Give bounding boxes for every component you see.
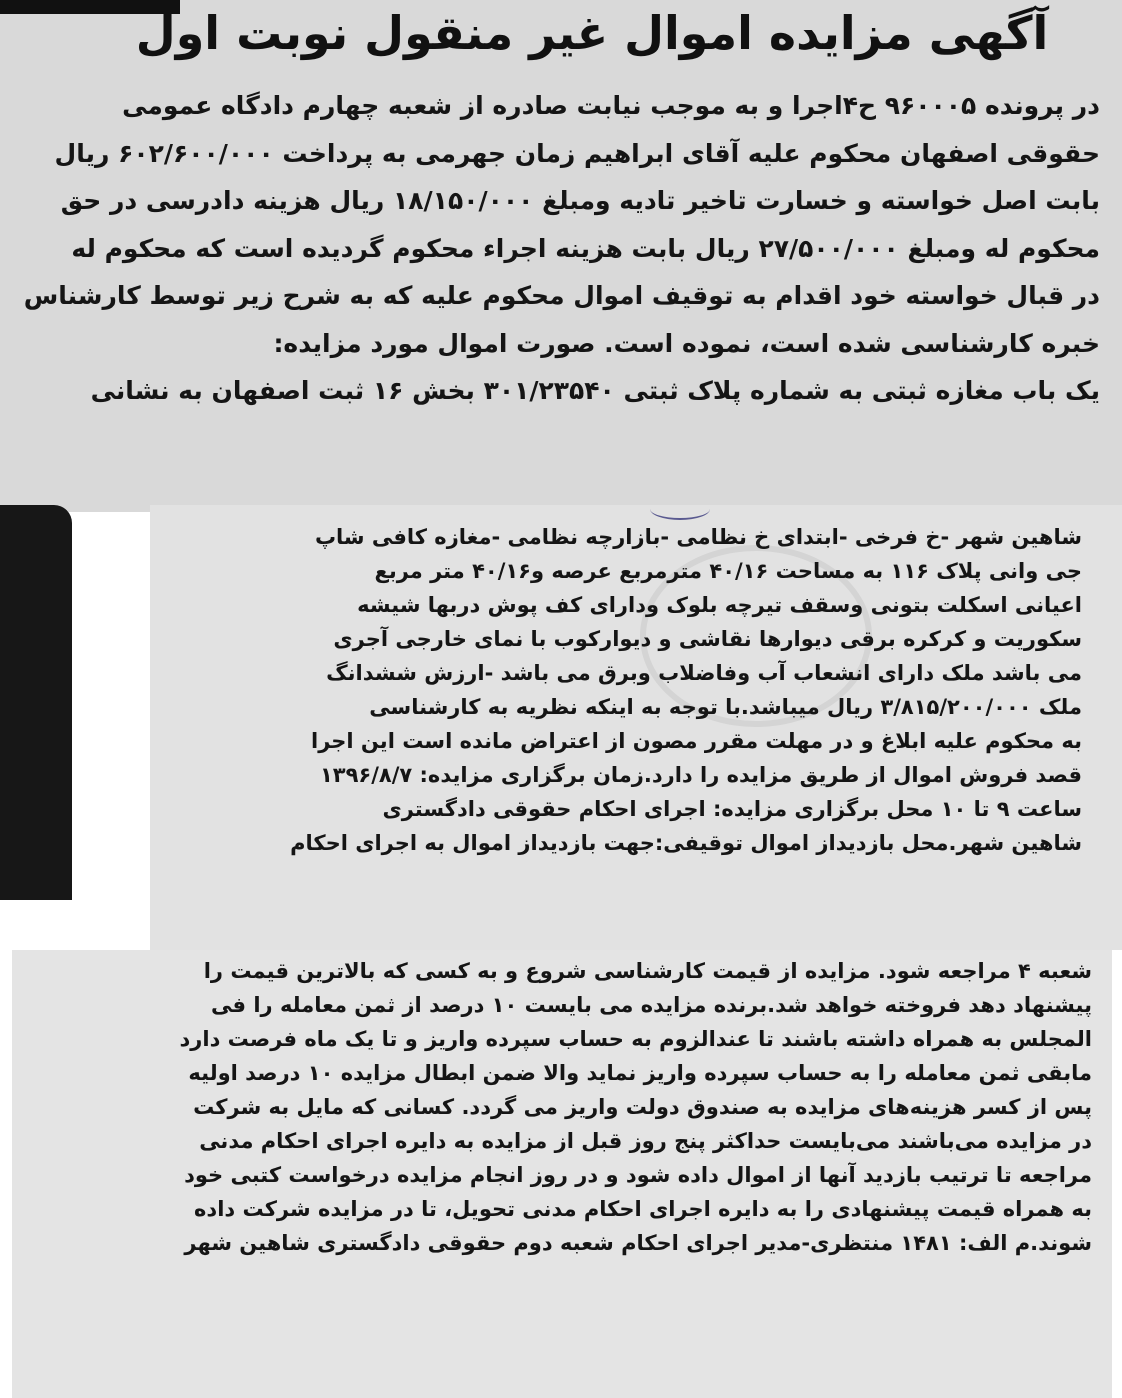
middle-line: قصد فروش اموال از طریق مزایده را دارد.زمان برگزاری مزایده: ۱۳۹۶/۸/۷	[319, 763, 1082, 787]
middle-line: به محکوم علیه ابلاغ و در مهلت مقرر مصون از اعتراض مانده است این اجرا	[311, 729, 1082, 753]
intro-line: بابت اصل خواسته و خسارت تاخیر تادیه ومبلغ ۱۸/۱۵۰/۰۰۰ ریال هزینه دادرسی در حق	[60, 186, 1100, 215]
intro-line: در پرونده ۹۶۰۰۰۵ ح۴اجرا و به موجب نیابت صادره از شعبه چهارم دادگاه عمومی	[122, 91, 1100, 120]
intro-line: محکوم له ومبلغ ۲۷/۵۰۰/۰۰۰ ریال بابت هزینه اجراء محکوم گردیده است که محکوم له	[71, 233, 1100, 263]
scan-margin-bar	[0, 505, 72, 900]
middle-line: می باشد ملک دارای انشعاب آب وفاضلاب وبرق می باشد -ارزش ششدانگ	[326, 661, 1082, 685]
notice-title: آگهی مزایده اموال غیر منقول نوبت اول	[135, 6, 1049, 60]
bottom-line: پس از کسر هزینه‌های مزایده به صندوق دولت واریز می گردد. کسانی که مایل به شرکت	[193, 1095, 1092, 1119]
middle-line: جی وانی پلاک ۱۱۶ به مساحت ۴۰/۱۶ مترمربع عرصه و۴۰/۱۶ متر مربع	[374, 559, 1082, 583]
closing-reference: شوند.م الف: ۱۴۸۱ منتظری	[810, 1231, 1092, 1255]
middle-line: ساعت ۹ تا ۱۰ محل برگزاری مزایده: اجرای احکام حقوقی دادگستری	[382, 797, 1082, 821]
middle-line: اعیانی اسکلت بتونی وسقف تیرچه بلوک ودارای کف پوش دربها شیشه	[357, 593, 1082, 617]
ink-mark	[650, 498, 710, 520]
notice-clip-bottom	[0, 505, 1122, 1398]
bottom-line: المجلس به همراه داشته باشند تا عندالزوم به حساب سپرده واریز و تا یک ماه فرصت دارد	[179, 1027, 1092, 1051]
middle-line: ملک ۳/۸۱۵/۲۰۰/۰۰۰ ریال میباشد.با توجه به اینکه نظریه به کارشناسی	[369, 695, 1082, 719]
bottom-line: به همراه قیمت پیشنهادی را به دایره اجرای احکام مدنی تحویل، تا در مزایده شرکت داده	[194, 1197, 1092, 1221]
closing-line	[30, 1226, 1092, 1260]
notice-bottom	[30, 954, 1092, 1260]
notice-intro	[20, 82, 1100, 415]
bottom-line: شعبه ۴ مراجعه شود. مزایده از قیمت کارشناسی شروع و به کسی که بالاترین قیمت را	[203, 959, 1092, 983]
intro-line: خبره کارشناسی شده است، نموده است. صورت اموال مورد مزایده:	[273, 328, 1100, 358]
intro-line: یک باب مغازه ثبتی به شماره پلاک ثبتی ۳۰۱/۲۳۵۴۰ بخش ۱۶ ثبت اصفهان به نشانی	[90, 376, 1100, 405]
bottom-line: مابقی ثمن معامله را به حساب سپرده واریز نماید والا ضمن ابطال مزایده ۱۰ درصد اولیه	[188, 1061, 1092, 1085]
notice-middle	[192, 520, 1082, 860]
watermark-stamp	[640, 545, 872, 727]
middle-line: سکوریت و کرکره برقی دیوارها نقاشی و دیوارکوب با نمای خارجی آجری	[333, 627, 1082, 651]
notice-clip-top	[0, 0, 1122, 512]
signature: -مدیر اجرای احکام شعبه دوم حقوقی دادگستری شاهین شهر	[184, 1231, 811, 1255]
notice-bottom-column	[12, 950, 1112, 1398]
bottom-line: مراجعه تا ترتیب بازدید آنها از اموال داده شود و در روز انجام مزایده درخواست کتبی خود	[184, 1163, 1092, 1187]
middle-line: شاهین شهر -خ فرخی -ابتدای خ نظامی -بازارچه نظامی -مغازه کافی شاپ	[314, 525, 1082, 549]
bottom-line: در مزایده می‌باشند می‌بایست حداکثر پنج روز قبل از مزایده به دایره اجرای احکام مدنی	[199, 1129, 1092, 1153]
intro-line: در قبال خواسته خود اقدام به توقیف اموال محکوم علیه که به شرح زیر توسط کارشناس	[23, 281, 1100, 310]
notice-middle-column	[150, 505, 1122, 950]
intro-line: حقوقی اصفهان محکوم علیه آقای ابراهیم زمان جهرمی به پرداخت ۶۰۲/۶۰۰/۰۰۰ ریال	[54, 138, 1100, 168]
bottom-line: پیشنهاد دهد فروخته خواهد شد.برنده مزایده می بایست ۱۰ درصد از ثمن معامله را فی	[211, 993, 1092, 1017]
middle-line: شاهین شهر.محل بازدیداز اموال توقیفی:جهت بازدیداز اموال به اجرای احکام	[290, 831, 1082, 855]
